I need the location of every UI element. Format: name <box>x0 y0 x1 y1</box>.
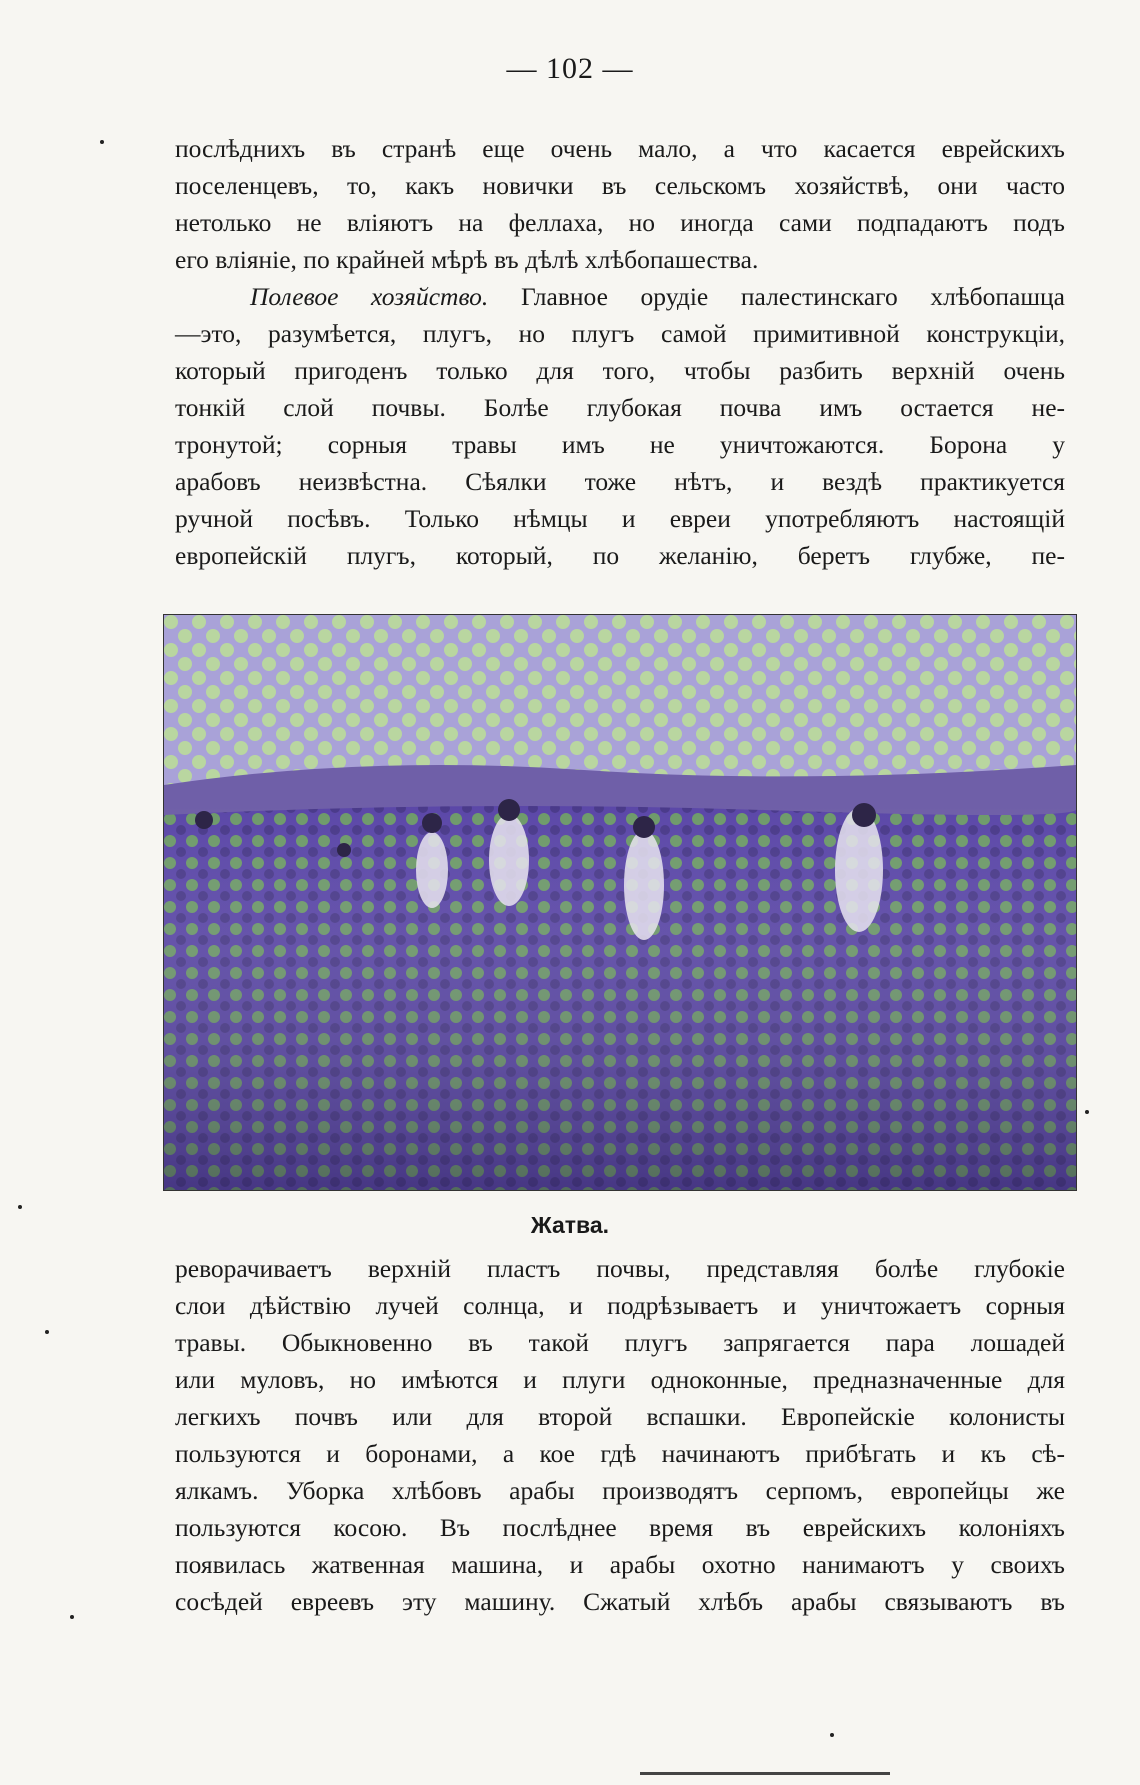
paragraph-line: появилась жатвенная машина, и арабы охотно нанимаютъ у своихъ <box>175 1550 1065 1579</box>
paragraph-line: или муловъ, но имѣются и плуги одноконные, предназначенные для <box>175 1365 1065 1394</box>
paragraph-line: арабовъ неизвѣстна. Сѣялки тоже нѣтъ, и вездѣ практикуется <box>175 467 1065 496</box>
paragraph-line: пользуются косою. Въ послѣднее время въ еврейскихъ колоніяхъ <box>175 1513 1065 1542</box>
paragraph-line: ручной посѣвъ. Только нѣмцы и евреи употребляютъ настоящій <box>175 504 1065 533</box>
paragraph-line: легкихъ почвъ или для второй вспашки. Европейскіе колонисты <box>175 1402 1065 1431</box>
paragraph-line: травы. Обыкновенно въ такой плугъ запрягается пара лошадей <box>175 1328 1065 1357</box>
paragraph-line: тронутой; сорныя травы имъ не уничтожаются. Борона у <box>175 430 1065 459</box>
paragraph-line: нетолько не вліяютъ на феллаха, но иногда сами подпадаютъ подъ <box>175 208 1065 237</box>
harvest-photo-image <box>164 615 1076 1190</box>
scan-speck <box>18 1205 22 1209</box>
paragraph-line: сосѣдей евреевъ эту машину. Сжатый хлѣбъ арабы связываютъ въ <box>175 1587 1065 1616</box>
paragraph-line: реворачиваетъ верхній пластъ почвы, представляя болѣе глубокіе <box>175 1254 1065 1283</box>
bottom-rule <box>640 1772 890 1775</box>
text-block-top <box>175 130 1065 574</box>
scan-speck <box>830 1733 834 1737</box>
section-first-line <box>175 278 1065 315</box>
paragraph-line: европейскій плугъ, который, по желанію, беретъ глубже, пе- <box>175 541 1065 570</box>
page-number: — 102 — <box>506 52 634 85</box>
paragraph-line: ялкамъ. Уборка хлѣбовъ арабы производятъ серпомъ, европейцы же <box>175 1476 1065 1505</box>
paragraph-line: слои дѣйствію лучей солнца, и подрѣзываетъ и уничтожаетъ сорныя <box>175 1291 1065 1320</box>
paragraph-line: который пригоденъ только для того, чтобы разбить верхній очень <box>175 356 1065 385</box>
text-block-bottom <box>175 1250 1065 1620</box>
scan-speck <box>45 1330 49 1334</box>
paragraph-line: пользуются и боронами, а кое гдѣ начинаютъ прибѣгать и къ сѣ- <box>175 1439 1065 1468</box>
paragraph-line: —это, разумѣется, плугъ, но плугъ самой примитивной конструкціи, <box>175 319 1065 348</box>
scan-speck <box>1085 1110 1089 1114</box>
scan-speck <box>70 1615 74 1619</box>
photo-caption: Жатва. <box>530 1212 610 1238</box>
section-heading: Полевое хозяйство. <box>250 282 489 311</box>
section-first-line-text: Главное орудіе палестинскаго хлѣбопашца <box>520 282 1065 311</box>
scan-speck <box>100 140 104 144</box>
harvest-photo <box>163 614 1077 1191</box>
paragraph-line: поселенцевъ, то, какъ новички въ сельскомъ хозяйствѣ, они часто <box>175 171 1065 200</box>
paragraph-line: послѣднихъ въ странѣ еще очень мало, а что касается еврейскихъ <box>175 134 1065 163</box>
paragraph-line: тонкій слой почвы. Болѣе глубокая почва имъ остается не- <box>175 393 1065 422</box>
paragraph-line: его вліяніе, по крайней мѣрѣ въ дѣлѣ хлѣбопашества. <box>175 245 759 274</box>
